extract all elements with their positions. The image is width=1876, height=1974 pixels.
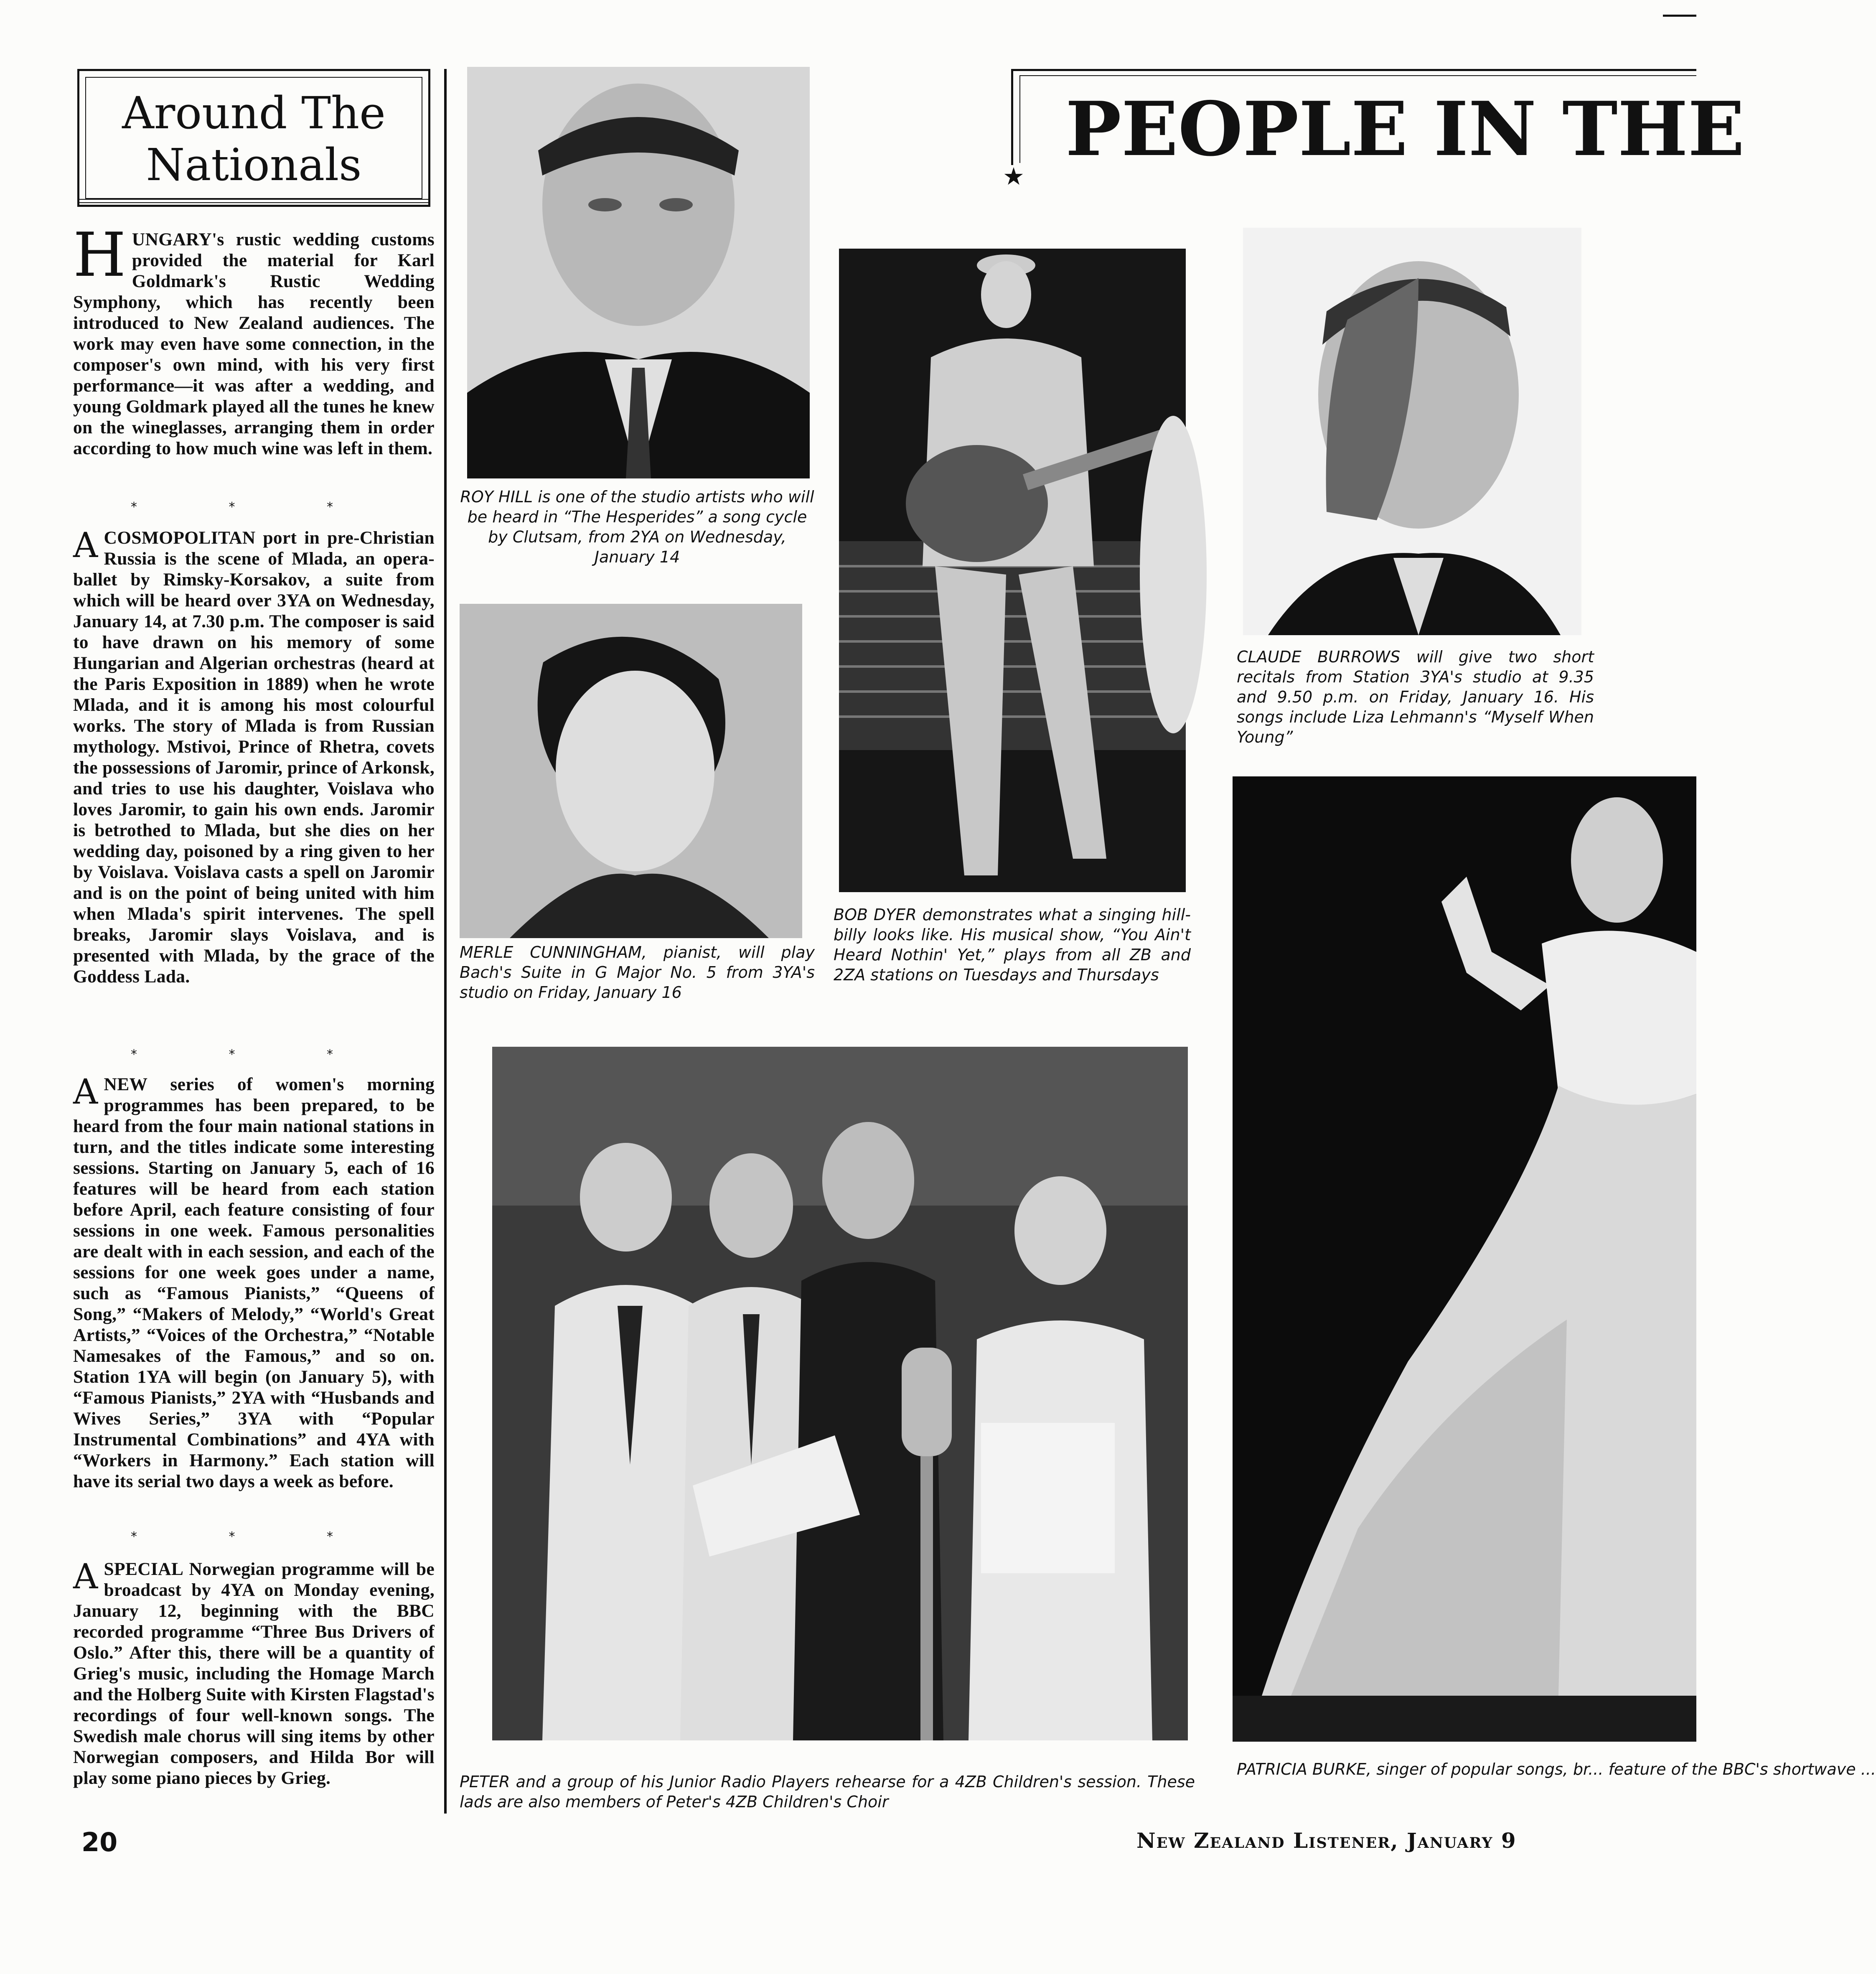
caption-patricia-burke: PATRICIA BURKE, singer of popular songs, br... feature of the BBC's shortwave ... — [1237, 1760, 1876, 1778]
caption-bob-dyer: BOB DYER demonstrates what a singing hill-billy looks like. His musical show, “You Ain't Heard Nothin' Yet,” plays from all ZB and 2ZA stations on Tuesdays and Thursdays — [834, 906, 1191, 984]
dropcap-a: A — [73, 1072, 98, 1112]
title-box-bottom-rule — [79, 199, 428, 203]
section-title-line2: Nationals — [146, 139, 362, 191]
header-frame-top-inner — [1019, 75, 1696, 76]
article-paragraph-hungary — [73, 220, 435, 459]
section-title-line1: Around The — [122, 87, 386, 139]
header-frame-left-inner — [1019, 75, 1020, 163]
column-divider — [444, 69, 447, 1814]
paragraph-text: COSMOPOLITAN port in pre-Christian Russia is the scene of Mlada, an opera-ballet by Rimsky-Korsakov, a suite from which will be heard over 3YA on Wednesday, January 14, at 7.30 p.m. The composer is said to have drawn on his memory of some Hungarian and Algerian orchestras (heard at the Paris Exposition in 1889) when he wrote Mlada, and it is among his most colourful works. The story of Mlada is from Russian mythology. Mstivoi, Prince of Rhetra, covets the possessions of Jaromir, prince of Arkonsk, and tries to use his daughter, Voislava who loves Jaromir, to gain his own ends. Jaromir is betrothed to Mlada, but she dies on her wedding day, poisoned by a ring given to her by Voislava. Voislava casts a spell on Jaromir and is on the point of being united with him when Mlada's spirit intervenes. The spell breaks, Jaromir slays Voislava, and is presented with Mlada, by the grace of the Goddess Lada. — [73, 528, 435, 987]
dropcap-a: A — [73, 1557, 98, 1597]
header-frame-left — [1011, 69, 1013, 165]
photo-merle-cunningham — [460, 604, 802, 938]
page-headline: PEOPLE IN THE — [1065, 85, 1745, 173]
photo-patricia-burke — [1233, 776, 1696, 1742]
section-title-box — [77, 69, 430, 207]
section-separator-stars: * * * — [130, 1529, 377, 1544]
publication-footer: New Zealand Listener, January 9 — [1136, 1828, 1517, 1853]
article-paragraph-mlada — [73, 527, 435, 987]
photo-roy-hill — [467, 67, 810, 478]
section-separator-stars: * * * — [130, 500, 377, 514]
photo-bob-dyer — [839, 249, 1186, 892]
paragraph-text: NEW series of women's morning programmes has been prepared, to be heard from the four main national stations in turn, and the titles indicate some interesting sessions. Starting on January 5, each of 16 features will be heard from each station before April, each feature consisting of four sessions in one week. Famous personalities are dealt with in each session, and each of the sessions for one week goes under a name, such as “Famous Pianists,” “Queens of Song,” “Makers of Melody,” “World's Great Artists,” “Voices of the Orchestra,” “Notable Namesakes of the Famous,” and so on. Station 1YA will begin (on January 5), with “Famous Pianists,” 2YA with “Husbands and Wives Series,” 3YA with “Popular Instrumental Combinations” and 4YA with “Workers in Harmony.” Each station will have its serial two days a week as before. — [73, 1074, 435, 1491]
article-paragraph-norwegian — [73, 1559, 435, 1788]
photo-claude-burrows — [1243, 228, 1581, 635]
caption-merle-cunningham: MERLE CUNNINGHAM, pianist, will play Bach's Suite in G Major No. 5 from 3YA's studio on Friday, January 16 — [460, 943, 815, 1002]
section-separator-stars: * * * — [130, 1047, 377, 1062]
paragraph-text: SPECIAL Norwegian programme will be broadcast by 4YA on Monday evening, January 12, beginning with the BBC recorded programme “Three Bus Drivers of Oslo.” After this, there will be a quantity of Grieg's music, including the Homage March and the Holberg Suite with Kirsten Flagstad's recordings of four well-known songs. The Swedish male chorus will sing items by other Norwegian composers, and Hilda Bor will play some piano pieces by Grieg. — [73, 1559, 435, 1788]
photo-peter-radio-players — [492, 1047, 1188, 1740]
caption-claude-burrows: CLAUDE BURROWS will give two short recitals from Station 3YA's studio at 9.35 and 9.50 p.m. on Friday, January 16. His songs include Liza Lehmann's “Myself When Young” — [1237, 648, 1594, 746]
caption-roy-hill: ROY HILL is one of the studio artists who will be heard in “The Hesperides” a song cycle by Clutsam, from 2YA on Wednesday, January 14 — [460, 488, 814, 566]
dropcap-h: H — [73, 220, 126, 290]
article-paragraph-womens-programmes — [73, 1074, 435, 1492]
dropcap-a: A — [73, 526, 98, 565]
star-icon: ★ — [1003, 162, 1024, 191]
top-edge-rule — [1663, 15, 1696, 17]
paragraph-text: UNGARY's rustic wedding customs provided the material for Karl Goldmark's Rustic Wedding Symphony, which has recently been introduced to New Zealand audiences. The work may even have some connection, in the composer's own mind, with his very first performance—it was after a wedding, and young Goldmark played all the tunes he knew on the wineglasses, arranging them in order according to how much wine was left in them. — [73, 229, 435, 458]
header-frame-top — [1011, 69, 1696, 71]
page-number: 20 — [81, 1827, 118, 1857]
caption-peter: PETER and a group of his Junior Radio Players rehearse for a 4ZB Children's session. These lads are also members of Peter's 4ZB Children's Choir — [460, 1773, 1195, 1811]
